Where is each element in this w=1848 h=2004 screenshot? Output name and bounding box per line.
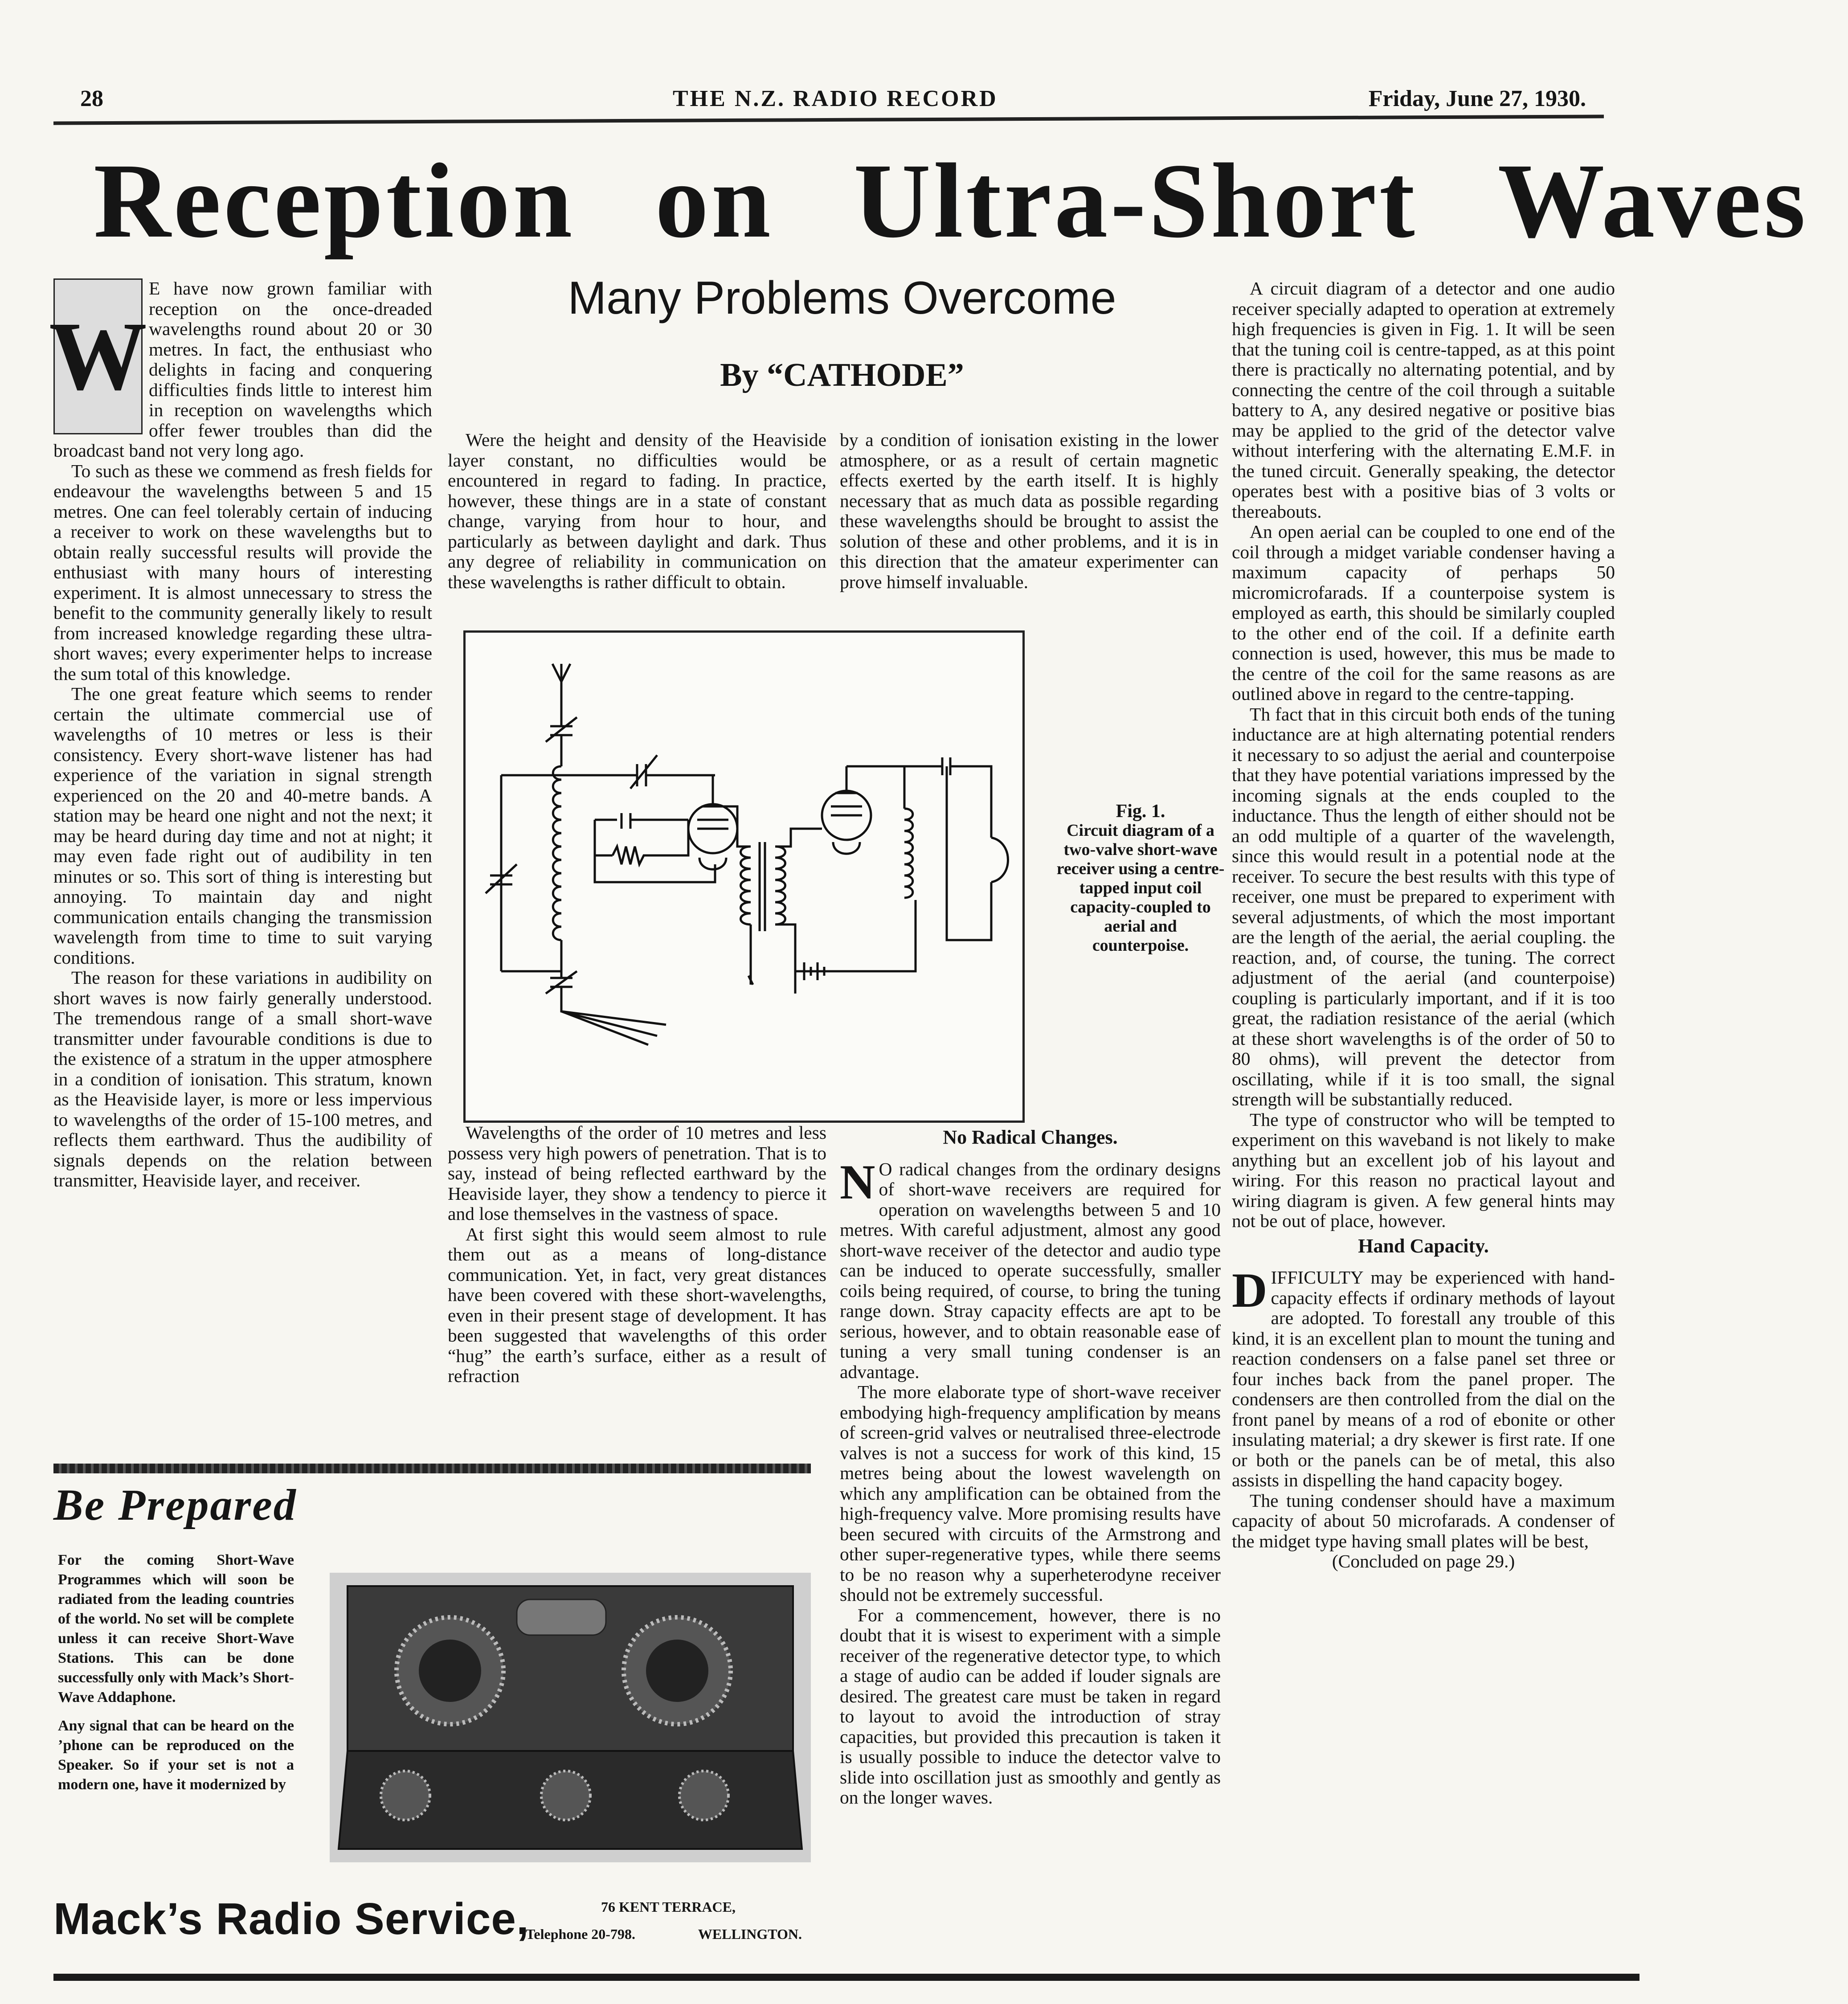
publication-title: THE N.Z. RADIO RECORD: [673, 86, 998, 111]
advert-title: Be Prepared: [53, 1480, 297, 1530]
article-byline: By “CATHODE”: [720, 357, 964, 393]
advert-city: WELLINGTON.: [698, 1926, 802, 1942]
paragraph: The more elaborate type of short-wave receiver embodying high-frequency amplification by means of screen-grid valves or neutralised three-electrode valves is not a success for work of this kind, 15 metres being about the lowest wavelength on which any amplification can be obtained from the high-frequency valve. More promising results have been secured with circuits of the Armstrong and other super-regenerative types, while there seems to be no reason why a superheterodyne receiver should not be extremely successful.: [840, 1382, 1221, 1605]
paragraph: To such as these we commend as fresh fields for endeavour the wavelengths between 5 and 15 metres. One can feel tolerably certain of inducing a receiver to work on these wavelengths but to obtain really successful results will provide the enthusiast with many hours of interesting experiment. It is almost unnecessary to stress the benefit to the community generally likely to result from increased knowledge regarding these ultra-short waves; every experimenter helps to increase the sum total of this knowledge.: [53, 460, 432, 684]
column-4: [1232, 278, 1615, 1572]
advert-paragraph: For the coming Short-Wave Programmes which will soon be radiated from the leading countries of the world. No set will be complete unless it can receive Short-Wave Stations. This can be done successfully only with Mack’s Short-Wave Addaphone.: [58, 1552, 294, 1705]
paragraph: For a commencement, however, there is no doubt that it is wisest to experiment with a simple receiver of the regenerative detector type, to which a stage of audio can be added if louder signals are desired. The greatest care must be taken in regard to layout to avoid the introduction of stray capacities, but provided this precaution is taken it is usually possible to induce the detector valve to slide into oscillation just as smoothly and gently as on the longer waves.: [840, 1604, 1221, 1808]
paragraph: The tuning condenser should have a maximum capacity of about 50 microfarads. A condenser of the midget type having small plates will be best,: [1232, 1490, 1615, 1551]
paragraph: [1232, 1263, 1615, 1491]
footer-rule: [53, 1974, 1639, 1981]
paragraph-text: O radical changes from the ordinary designs of short-wave receivers are required for operation on wavelengths between 5 and 10 metres. With careful adjustment, almost any good short-wave receiver of the detector and audio type can be induced to operate successfully, smaller coils being required, of course, to bring the tuning range down. Stray capacity effects are apt to be serious, however, and to obtain reasonable ease of tuning a very small tuning condenser is an advantage.: [840, 1158, 1221, 1382]
column-2-top: [448, 430, 826, 592]
circuit-diagram-figure: [463, 630, 1025, 1123]
paragraph: The reason for these variations in audibility on short waves is now fairly generally understood. The tremendous range of a small short-wave transmitter under favourable conditions is due to the existence of a stratum in the upper atmosphere in a condition of ionisation. This stratum, known as the Heaviside layer, is more or less impervious to wavelengths of the order of 15-100 metres, and reflects them earthward. Thus the audibility of signals depends on the relation between transmitter, Heaviside layer, and receiver.: [53, 967, 432, 1190]
article-headline: [53, 141, 1808, 260]
headline-word: Ultra-Short: [853, 141, 1418, 260]
paragraph: An open aerial can be coupled to one end of the coil through a midget variable condenser having a maximum capacity of perhaps 50 micromicrofarads. If a counterpoise system is employed as earth, this should be similarly coupled to the other end of the coil. If a definite earth connection is used, however, this mus be made to the centre of the coil for the same reasons as are outlined above in regard to the centre-tapping.: [1232, 521, 1615, 704]
advert-body: [58, 1550, 294, 1804]
figure-caption: [1056, 802, 1225, 955]
paragraph: Th fact that in this circuit both ends of the tuning inductance are at high alternating potential renders it necessary to so adjust the aerial and counterpoise that they have potential variations impressed by the incoming signals at the ends coupled to the inductance. Thus the length of either should not be an odd multiple of a quarter of the wavelength, since this would result in a potential node at the receiver. To secure the best results with this type of receiver, one must be prepared to experiment with several adjustments, of which the most important are the length of the aerial, the aerial coupling. the reaction, and, of course, the tuning. The correct adjustment of the aerial (and counterpoise) coupling is particularly important, and if it is too great, the radiation resistance of the aerial (which at these short wavelengths is of the order of 50 to 80 ohms), will prevent the detector from oscillating, while if it is too small, the signal strength will be substantially reduced.: [1232, 703, 1615, 1109]
headline-word: on: [655, 141, 773, 260]
paragraph: A circuit diagram of a detector and one audio receiver specially adapted to operation at extremely high frequencies is given in Fig. 1. It will be seen that the tuning coil is centre-tapped, as at this point there is practically no alternating potential, and by connecting the centre of the coil through a suitable battery to A, any desired negative or positive bias may be applied to the grid of the detector valve without interfering with the alternating E.M.F. in the tuned circuit. Generally speaking, the detector operates best with a positive bias of 3 volts or thereabouts.: [1232, 278, 1615, 522]
advert-divider: [53, 1464, 811, 1473]
headline-word: Waves: [1497, 141, 1808, 260]
advert-street: 76 KENT TERRACE,: [601, 1899, 736, 1915]
page-number: 28: [80, 86, 103, 111]
continuation-note: (Concluded on page 29.): [1332, 1551, 1515, 1571]
section-heading: No Radical Changes.: [943, 1126, 1118, 1148]
paragraph: At first sight this would seem almost to rule them out as a means of long-distance communication. Yet, in fact, very great distances have been covered with these short-wavelengths, even in their present stage of development. It has been suggested that wavelengths of this order “hug” the earth’s surface, either as a result of refraction: [448, 1223, 826, 1386]
paragraph: The type of constructor who will be tempted to experiment on this waveband is not likely to make anything but an excellent job of his layout and wiring. For this reason no practical layout and wiring diagram is given. A few general hints may not be out of place, however.: [1232, 1109, 1615, 1231]
advert-paragraph: Any signal that can be heard on the ’phone can be reproduced on the Speaker. So if your set is not a modern one, have it modernized by: [58, 1718, 294, 1793]
advert-telephone: Telephone 20-798.: [526, 1926, 635, 1942]
paragraph-text: IFFICULTY may be experienced with hand-capacity effects if ordinary methods of layout are adopted. To forestall any trouble of this kind, it is an excellent plan to mount the tuning and reaction condensers on a false panel set three or four inches back from the panel proper. The condensers are then controlled from the dial on the front panel by means of a rod of ebonite or other insulating material; a dry skewer is first rate. If one or both or the panels can be of metal, this also assists in dispelling the hand capacity bogey.: [1232, 1267, 1615, 1490]
headline-word: Reception: [94, 141, 575, 260]
paragraph: [840, 1154, 1221, 1382]
circuit-diagram: [466, 633, 1022, 1121]
section-heading: Hand Capacity.: [1358, 1235, 1489, 1257]
radio-set-image: [330, 1573, 811, 1862]
column-1: [49, 278, 432, 1191]
figure-label: Fig. 1.: [1116, 801, 1165, 822]
advert-company-name: Mack’s Radio Service,: [53, 1894, 529, 1944]
issue-date: Friday, June 27, 1930.: [1368, 86, 1586, 111]
column-3-top: [840, 430, 1218, 592]
paragraph: by a condition of ionisation existing in the lower atmosphere, or as a result of certain magnetic effects exerted by the earth itself. It is highly necessary that as much data as possible regarding these wavelengths should be brought to assist the solution of these and other problems, and it is in this direction that the amateur experimenter can prove himself invaluable.: [840, 429, 1218, 592]
advert-address: [526, 1899, 802, 1943]
ornamental-dropcap: W: [53, 278, 143, 434]
column-2-bottom: [448, 1123, 826, 1386]
paragraph: The one great feature which seems to render certain the ultimate commercial use of wavelengths of 10 metres or less is their consistency. Every short-wave listener has had experience of the variation in signal strength experienced on the 20 and 40-metre bands. A station may be heard one night and not the next; it may be heard during day time and not at night; it may even fade right out of audibility in ten minutes or so. This sort of thing is interesting but annoying. To maintain day and night communication entails changing the transmission wavelength from time to time to suit varying conditions.: [53, 683, 432, 968]
column-3-bottom: [840, 1123, 1221, 1808]
paragraph: Were the height and density of the Heaviside layer constant, no difficulties would be encountered in regard to fading. In practice, however, these things are in a state of constant change, varying from hour to hour, and particularly as between daylight and dark. Thus any degree of reliability in communication on these wavelengths is rather difficult to obtain.: [448, 429, 826, 592]
article-subheadline: Many Problems Overcome: [568, 272, 1116, 324]
dropcap-letter: N: [840, 1154, 875, 1209]
paragraph: Wavelengths of the order of 10 metres and less possess very high powers of penetration. That is to say, instead of being reflected earthward by the Heaviside layer, they show a tendency to pierce it and lose themselves in the vastness of space.: [448, 1122, 826, 1224]
dropcap-letter: D: [1232, 1263, 1267, 1317]
figure-caption-text: Circuit diagram of a two-valve short-wave receiver using a centre-tapped input coil capacity-coupled to aerial and counterpoise.: [1056, 821, 1225, 955]
paragraph: E have now grown familiar with reception on the once-dreaded wavelengths round about 20 or 30 metres. In fact, the enthusiast who delights in facing and conquering difficulties finds little to interest him in reception on wavelengths which offer fewer troubles than did the broadcast band not very long ago.: [53, 278, 432, 461]
